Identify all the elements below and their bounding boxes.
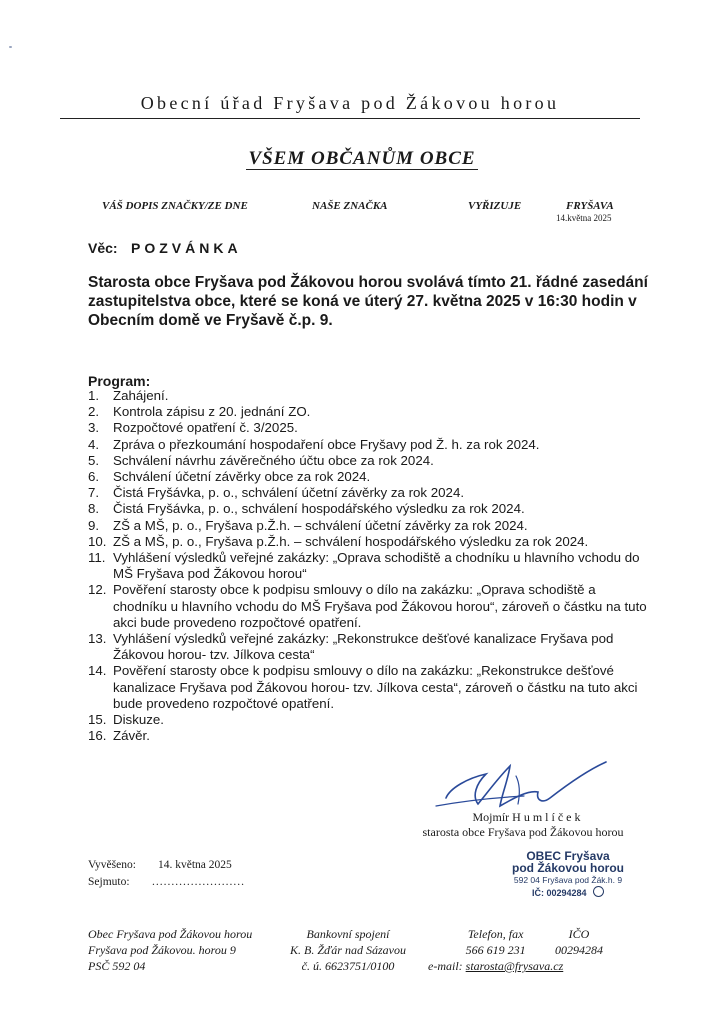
program-item-number: 10. bbox=[88, 533, 107, 549]
stamp-emblem-icon bbox=[593, 886, 604, 897]
program-item bbox=[88, 663, 648, 712]
program-item-number: 4. bbox=[88, 436, 100, 452]
removed-value: ........................ bbox=[152, 876, 245, 888]
program-item-text: ZŠ a MŠ, p. o., Fryšava p.Ž.h. – schválení hospodářského výsledku za rok 2024. bbox=[113, 533, 589, 549]
program-item bbox=[88, 631, 648, 663]
official-stamp bbox=[508, 850, 628, 899]
program-item-text: Schválení návrhu závěrečného účtu obce za rok 2024. bbox=[113, 452, 434, 468]
subject-value: POZVÁNKA bbox=[131, 240, 242, 256]
footer-email-label: e-mail: bbox=[428, 959, 463, 973]
stamp-line-2: pod Žákovou horou bbox=[512, 861, 624, 875]
program-item bbox=[88, 712, 648, 728]
signature-image bbox=[428, 758, 618, 818]
program-item-number: 12. bbox=[88, 582, 107, 598]
footer-bank-account: č. ú. 6623751/0100 bbox=[301, 959, 395, 973]
footer-email-line bbox=[428, 958, 563, 974]
footer-phone-label: Telefon, fax bbox=[467, 927, 524, 941]
program-item-text: Závěr. bbox=[113, 728, 150, 744]
footer-phone: 566 619 231 bbox=[465, 943, 526, 957]
program-item-text: Čistá Fryšávka, p. o., schválení hospodářského výsledku za rok 2024. bbox=[113, 501, 525, 517]
office-header: Obecní úřad Fryšava pod Žákovou horou bbox=[60, 93, 640, 119]
footer-bank-name: K. B. Žďár nad Sázavou bbox=[290, 943, 406, 957]
program-item bbox=[88, 388, 648, 404]
program-item-text: ZŠ a MŠ, p. o., Fryšava p.Ž.h. – schválení účetní závěrky za rok 2024. bbox=[113, 517, 528, 533]
program-item-text: Kontrola zápisu z 20. jednání ZO. bbox=[113, 404, 311, 420]
stamp-ico: IČ: 00294284 bbox=[531, 888, 587, 898]
program-item-number: 15. bbox=[88, 712, 107, 728]
signer-surname: Humlíček bbox=[512, 810, 584, 824]
stamp-line-3: 592 04 Fryšava pod Žák.h. 9 bbox=[513, 875, 623, 885]
program-item bbox=[88, 518, 648, 534]
program-item-number: 2. bbox=[88, 404, 100, 420]
program-item-text: Čistá Fryšávka, p. o., schválení účetní závěrky za rok 2024. bbox=[113, 485, 465, 501]
ref-your-letter: VÁŠ DOPIS ZNAČKY/ZE DNE bbox=[102, 200, 248, 212]
footer-ico-value: 00294284 bbox=[555, 943, 603, 957]
footer-email-link[interactable]: starosta@frysava.cz bbox=[465, 959, 564, 973]
program-item bbox=[88, 469, 648, 485]
footer-ico bbox=[555, 926, 603, 958]
program-item-text: Schválení účetní závěrky obce za rok 2024. bbox=[113, 469, 371, 485]
footer-address-line: PSČ 592 04 bbox=[88, 959, 146, 973]
program-item bbox=[88, 728, 648, 744]
footer-address bbox=[88, 926, 252, 974]
posted-value: 14. května 2025 bbox=[158, 859, 232, 871]
program-item-number: 8. bbox=[88, 501, 100, 517]
program-item-number: 9. bbox=[88, 517, 100, 533]
signer-title: starosta obce Fryšava pod Žákovou horou bbox=[422, 825, 624, 839]
signer-name bbox=[398, 810, 658, 825]
program-item-number: 16. bbox=[88, 728, 107, 744]
program-item-number: 5. bbox=[88, 452, 100, 468]
program-item bbox=[88, 420, 648, 436]
program-item bbox=[88, 582, 648, 631]
program-heading: Program: bbox=[88, 373, 151, 389]
program-item bbox=[88, 501, 648, 517]
program-item-text: Pověření starosty obce k podpisu smlouvy o dílo na zakázku: „Oprava schodiště a chodníku u hlavního vchodu do MŠ Fryšava pod Žákovou horou“, zároveň o částku na tuto akci bude provedeno rozpočtové opatření. bbox=[113, 582, 647, 630]
footer-bank bbox=[290, 926, 406, 974]
program-item-text: Zahájení. bbox=[113, 388, 169, 403]
ref-our-ref: NAŠE ZNAČKA bbox=[312, 200, 388, 212]
program-list bbox=[88, 388, 648, 744]
program-item bbox=[88, 437, 648, 453]
program-item-number: 6. bbox=[88, 469, 100, 485]
program-item bbox=[88, 485, 648, 501]
subject-label: Věc: bbox=[88, 240, 118, 256]
ref-place: FRYŠAVA bbox=[566, 200, 614, 212]
program-item-text: Vyhlášení výsledků veřejné zakázky: „Oprava schodiště a chodníku u hlavního vchodu do MŠ Fryšava pod Žákovou horou“ bbox=[113, 550, 640, 582]
intro-paragraph: Starosta obce Fryšava pod Žákovou horou svolává tímto 21. řádné zasedání zastupitelstva obce, které se koná ve úterý 27. května 2025 v 16:30 hodin v Obecním domě ve Fryšavě č.p. 9. bbox=[88, 274, 648, 329]
program-item-text: Vyhlášení výsledků veřejné zakázky: „Rekonstrukce dešťové kanalizace Fryšava pod Žákovou horou- tzv. Jílkova cesta“ bbox=[113, 631, 614, 663]
ref-handled-by: VYŘIZUJE bbox=[468, 200, 522, 212]
program-item-text: Zpráva o přezkoumání hospodaření obce Fryšavy pod Ž. h. za rok 2024. bbox=[113, 436, 540, 452]
footer-address-line: Obec Fryšava pod Žákovou horou bbox=[88, 927, 253, 941]
program-item-text: Rozpočtové opatření č. 3/2025. bbox=[113, 420, 298, 436]
greeting-text: VŠEM OBČANŮM OBCE bbox=[248, 148, 476, 169]
footer-address-line: Fryšava pod Žákovou. horou 9 bbox=[88, 943, 236, 957]
footer-ico-label: IČO bbox=[568, 927, 590, 941]
removed-label: Sejmuto: bbox=[88, 876, 130, 888]
footer-bank-label: Bankovní spojení bbox=[306, 927, 390, 941]
program-item-number: 3. bbox=[88, 420, 100, 436]
program-item-number: 11. bbox=[88, 550, 106, 566]
greeting bbox=[0, 148, 724, 170]
stamp-line-4 bbox=[508, 886, 628, 899]
footer-contact bbox=[428, 926, 563, 974]
program-item bbox=[88, 550, 648, 582]
ref-date: 14.května 2025 bbox=[556, 213, 612, 223]
program-item-text: Pověření starosty obce k podpisu smlouvy o dílo na zakázku: „Rekonstrukce dešťové kanalizace Fryšava pod Žákovou horou- tzv. Jílkova cesta“, zároveň o částku na tuto akci bude provedeno rozpočtové opatření. bbox=[113, 663, 638, 711]
program-item bbox=[88, 404, 648, 420]
signer-first-name: Mojmír bbox=[472, 810, 510, 824]
program-item-number: 1. bbox=[88, 388, 100, 403]
stamp-line-1: OBEC Fryšava bbox=[526, 849, 610, 863]
program-item-number: 13. bbox=[88, 631, 107, 647]
program-item bbox=[88, 534, 648, 550]
program-item bbox=[88, 453, 648, 469]
program-item-text: Diskuze. bbox=[113, 712, 164, 728]
program-item-number: 7. bbox=[88, 485, 100, 501]
posted-label: Vyvěšeno: bbox=[88, 859, 136, 871]
scan-artifact bbox=[9, 46, 12, 48]
program-item-number: 14. bbox=[88, 663, 107, 679]
